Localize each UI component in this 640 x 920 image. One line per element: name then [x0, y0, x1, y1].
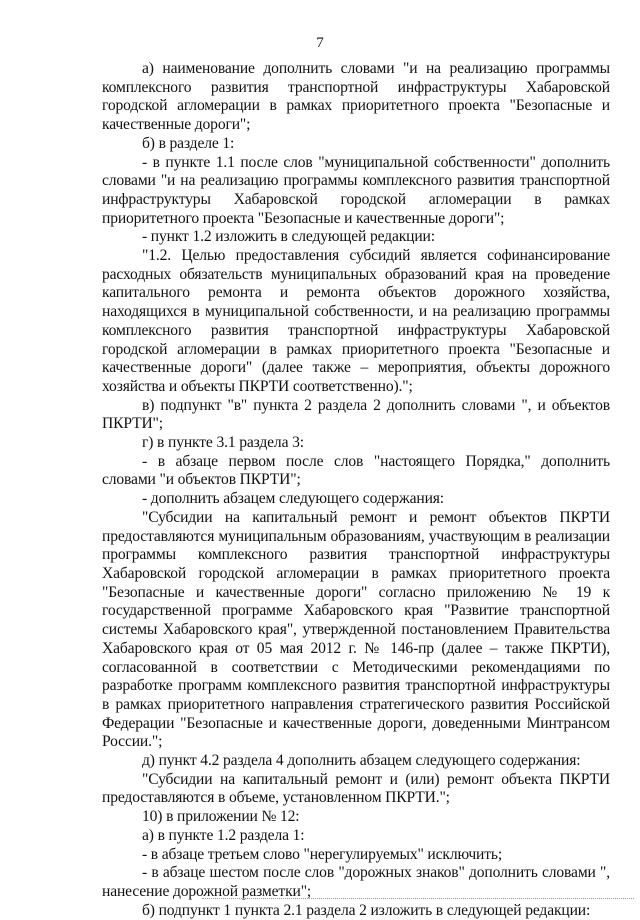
paragraph: б) в разделе 1:	[142, 134, 235, 152]
paragraph: д) пункт 4.2 раздела 4 дополнить абзацем следующего содержания:	[142, 752, 581, 770]
paragraph: а) в пункте 1.2 раздела 1:	[142, 826, 305, 844]
paragraph: а) наименование дополнить словами "и на реализацию программы комплексного развития транспортной инфраструктуры Хабаровской городской агломерации в рамках приоритетного проекта "Безопасные и качественные дороги";	[102, 60, 610, 134]
paragraph: "1.2. Целью предоставления субсидий является софинансирование расходных обязательств муниципальных образований края на проведение капитального ремонта и ремонта объектов дорожного хозяйства, находящихся в муниципальной собственности, и на реализацию программы комплексного развития транспортной инфраструктуры Хабаровской городской агломерации в рамках приоритетного проекта "Безопасные и качественные дороги" (далее также – мероприятия, объекты дорожного хозяйства и объекты ПКРТИ соответственно).";	[102, 247, 610, 395]
paragraph: - дополнить абзацем следующего содержания:	[142, 490, 444, 508]
paragraph: - в абзаце третьем слово "нерегулируемых" исключить;	[142, 845, 503, 863]
scan-edge-line	[202, 898, 634, 899]
paragraph: "Субсидии на капитальный ремонт и (или) ремонт объекта ПКРТИ предоставляются в объеме, установленном ПКРТИ.";	[102, 770, 610, 807]
paragraph: - пункт 1.2 изложить в следующей редакции:	[142, 228, 435, 246]
paragraph: - в абзаце шестом после слов "дорожных знаков" дополнить словами ", нанесение дорожной разметки";	[102, 864, 610, 900]
paragraph: "Субсидии на капитальный ремонт и ремонт объектов ПКРТИ предоставляются муниципальным образованиям, участвующим в реализации программы комплексного развития транспортной инфраструктуры Хабаровской городской агломерации в рамках приоритетного проекта "Безопасные и качественные дороги" согласно приложению № 19 к государственной программе Хабаровского края "Развитие транспортной системы Хабаровского края", утвержденной постановлением Правительства Хабаровского края от 05 мая 2012 г. № 146-пр (далее – также ПКРТИ), согласованной в соответствии с Методическими рекомендациями по разработке программ комплексного развития транспортной инфраструктуры в рамках приоритетного направления стратегического развития Российской Федерации "Безопасные и качественные дороги, доведенными Минтрансом России.";	[102, 508, 610, 751]
paragraph: б) подпункт 1 пункта 2.1 раздела 2 изложить в следующей редакции:	[142, 901, 591, 919]
paragraph: в) подпункт "в" пункта 2 раздела 2 дополнить словами ", и объектов ПКРТИ";	[102, 396, 610, 433]
paragraph: - в пункте 1.1 после слов "муниципальной собственности" дополнить словами "и на реализацию программы комплексного развития транспортной инфраструктуры Хабаровской городской агломерации в рамках приоритетного проекта "Безопасные и качественные дороги";	[102, 153, 610, 227]
document-body	[102, 60, 610, 920]
page-number: 7	[316, 35, 324, 51]
paragraph: г) в пункте 3.1 раздела 3:	[142, 434, 304, 452]
paragraph: - в абзаце первом после слов "настоящего Порядка," дополнить словами "и объектов ПКРТИ";	[102, 452, 610, 489]
paragraph: 10) в приложении № 12:	[142, 808, 300, 826]
